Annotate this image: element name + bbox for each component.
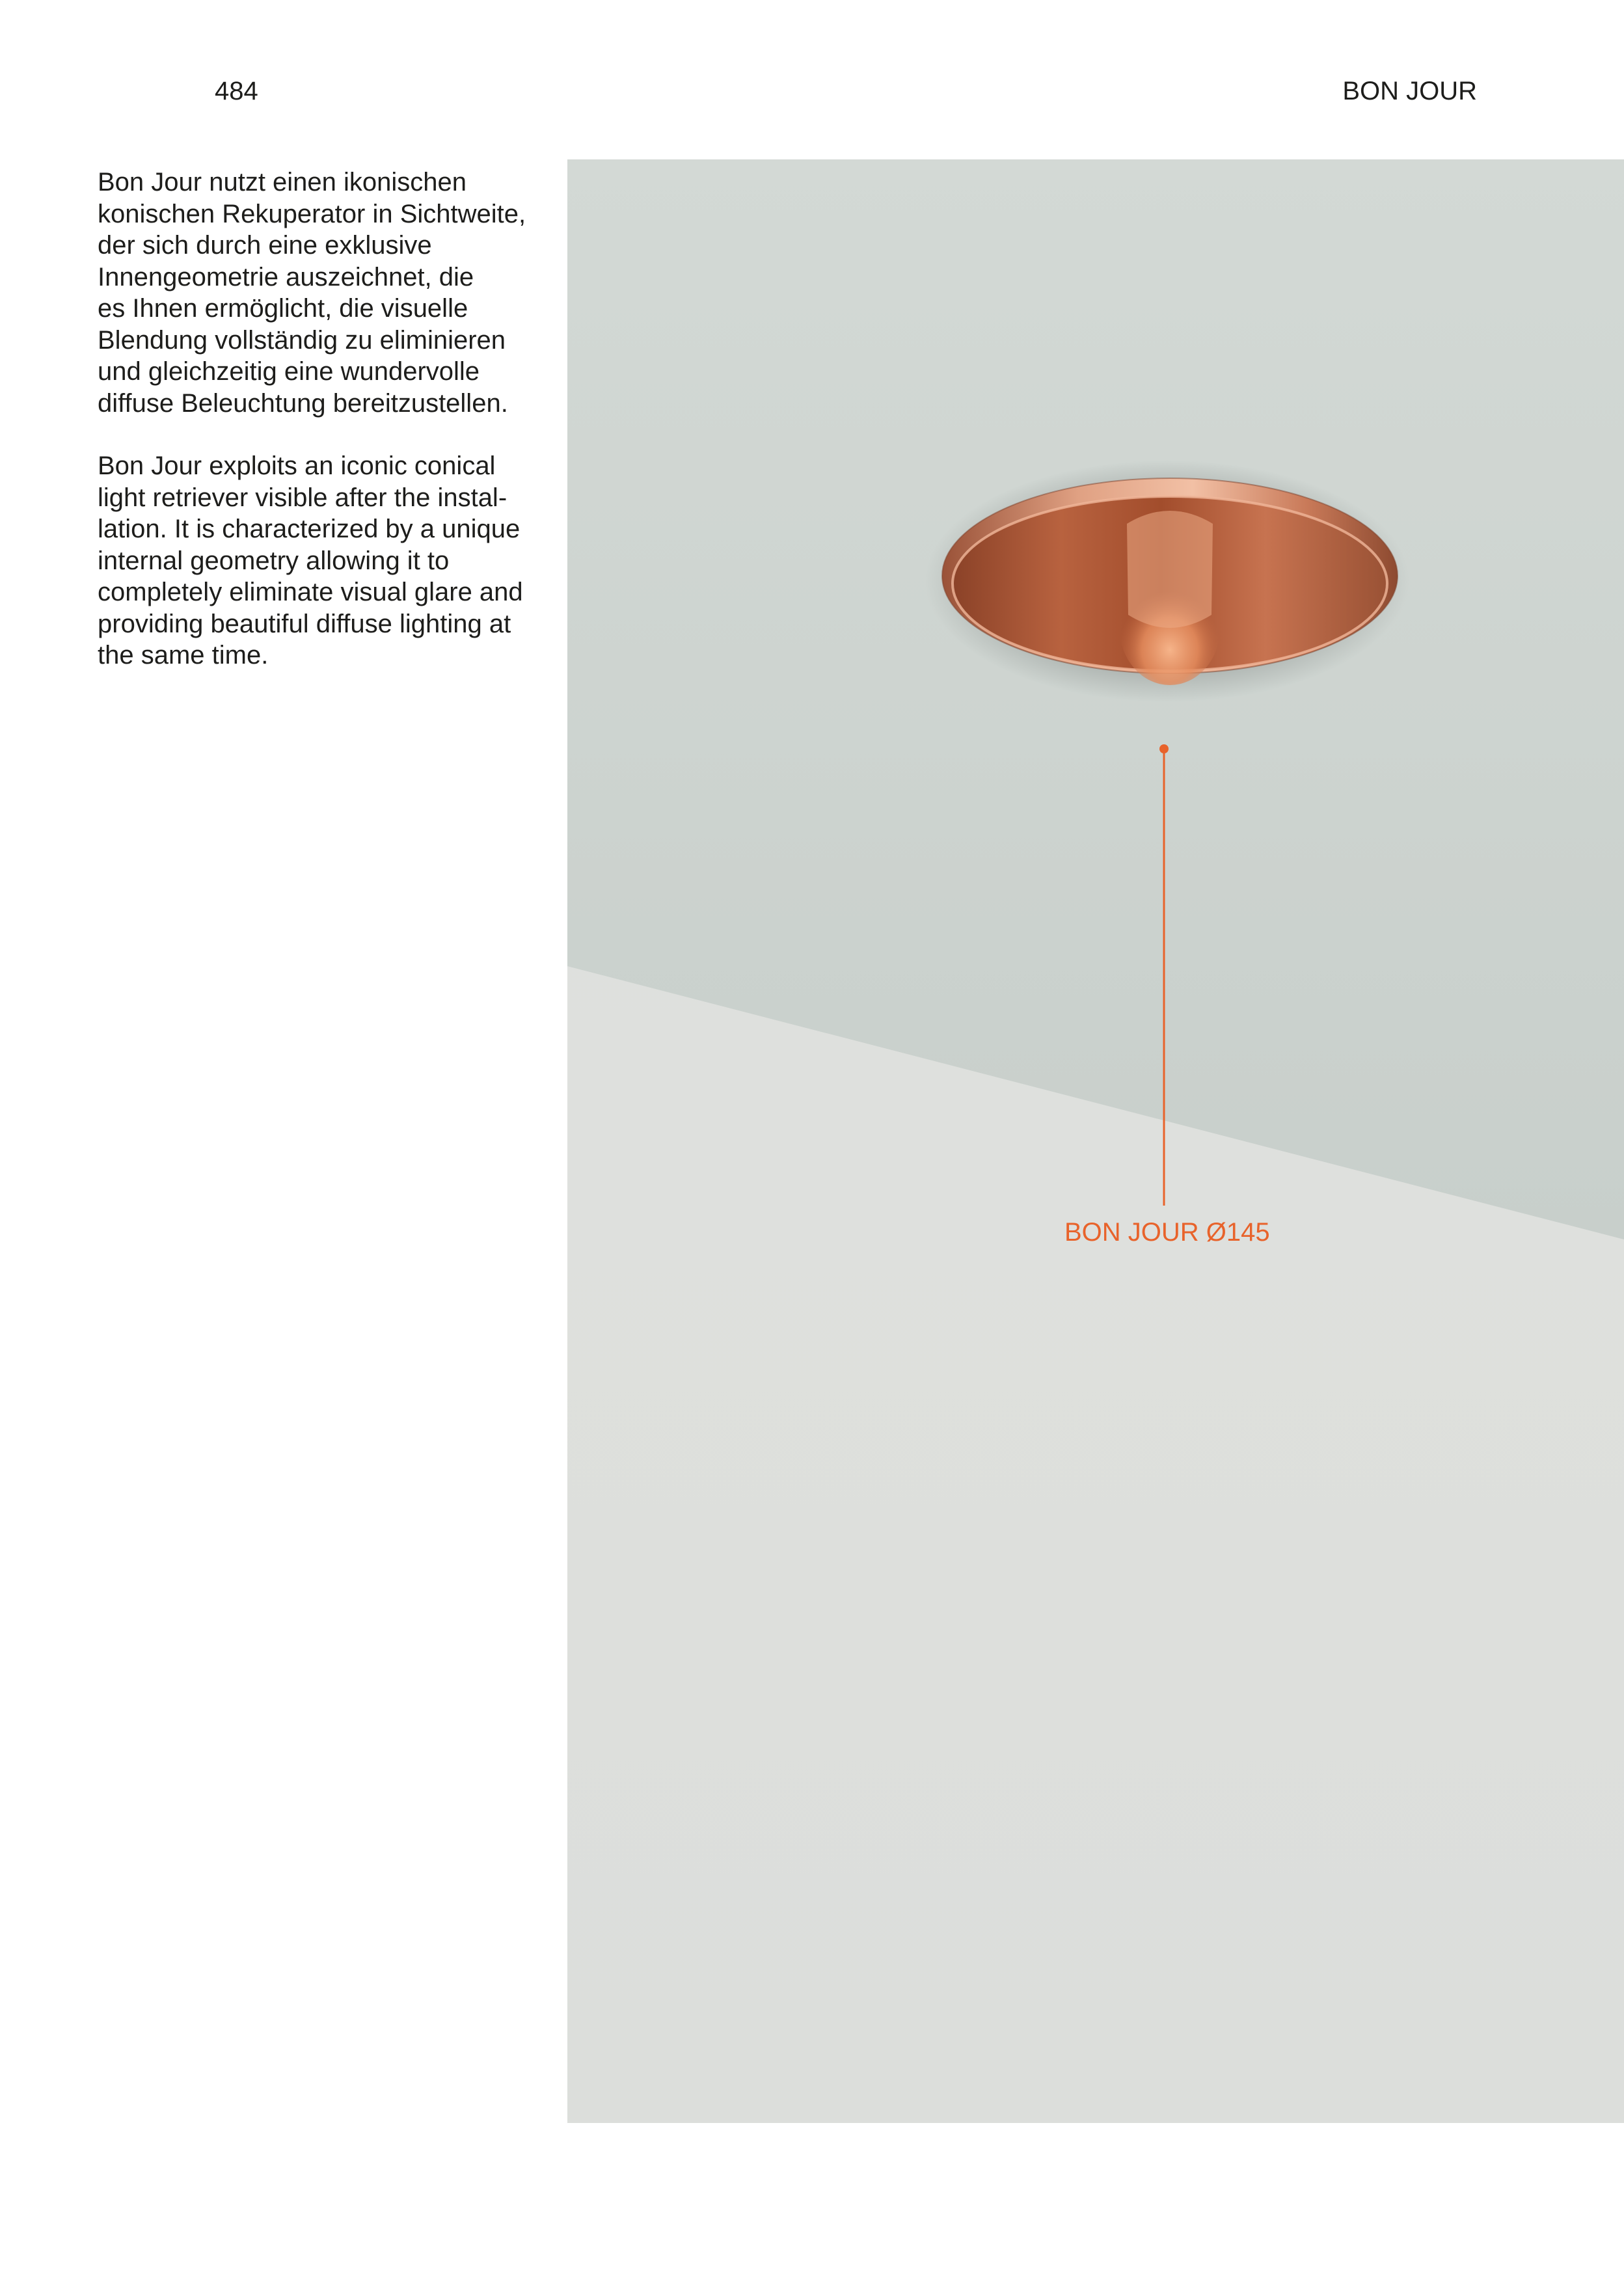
product-photo <box>567 159 1624 2123</box>
running-title: BON JOUR <box>1342 77 1477 105</box>
text-column <box>98 167 553 671</box>
page-number: 484 <box>215 77 258 105</box>
paragraph-english: Bon Jour exploits an iconic conical light retriever visible after the instal- lation. It is characterized by a unique internal geometry allowing it to completely eliminate visual glare and providing beautiful diffuse lighting at the same time. <box>98 452 523 669</box>
paragraph-german: Bon Jour nutzt einen ikonischen konischen Rekuperator in Sichtweite, der sich durch eine exklusive Innengeometrie auszeichnet, die es Ihnen ermöglicht, die visuelle Blendung vollständig zu eliminieren und gleichzeitig eine wundervolle diffuse Beleuchtung bereitzustellen. <box>98 168 526 418</box>
callout-label: BON JOUR Ø145 <box>1064 1218 1270 1247</box>
